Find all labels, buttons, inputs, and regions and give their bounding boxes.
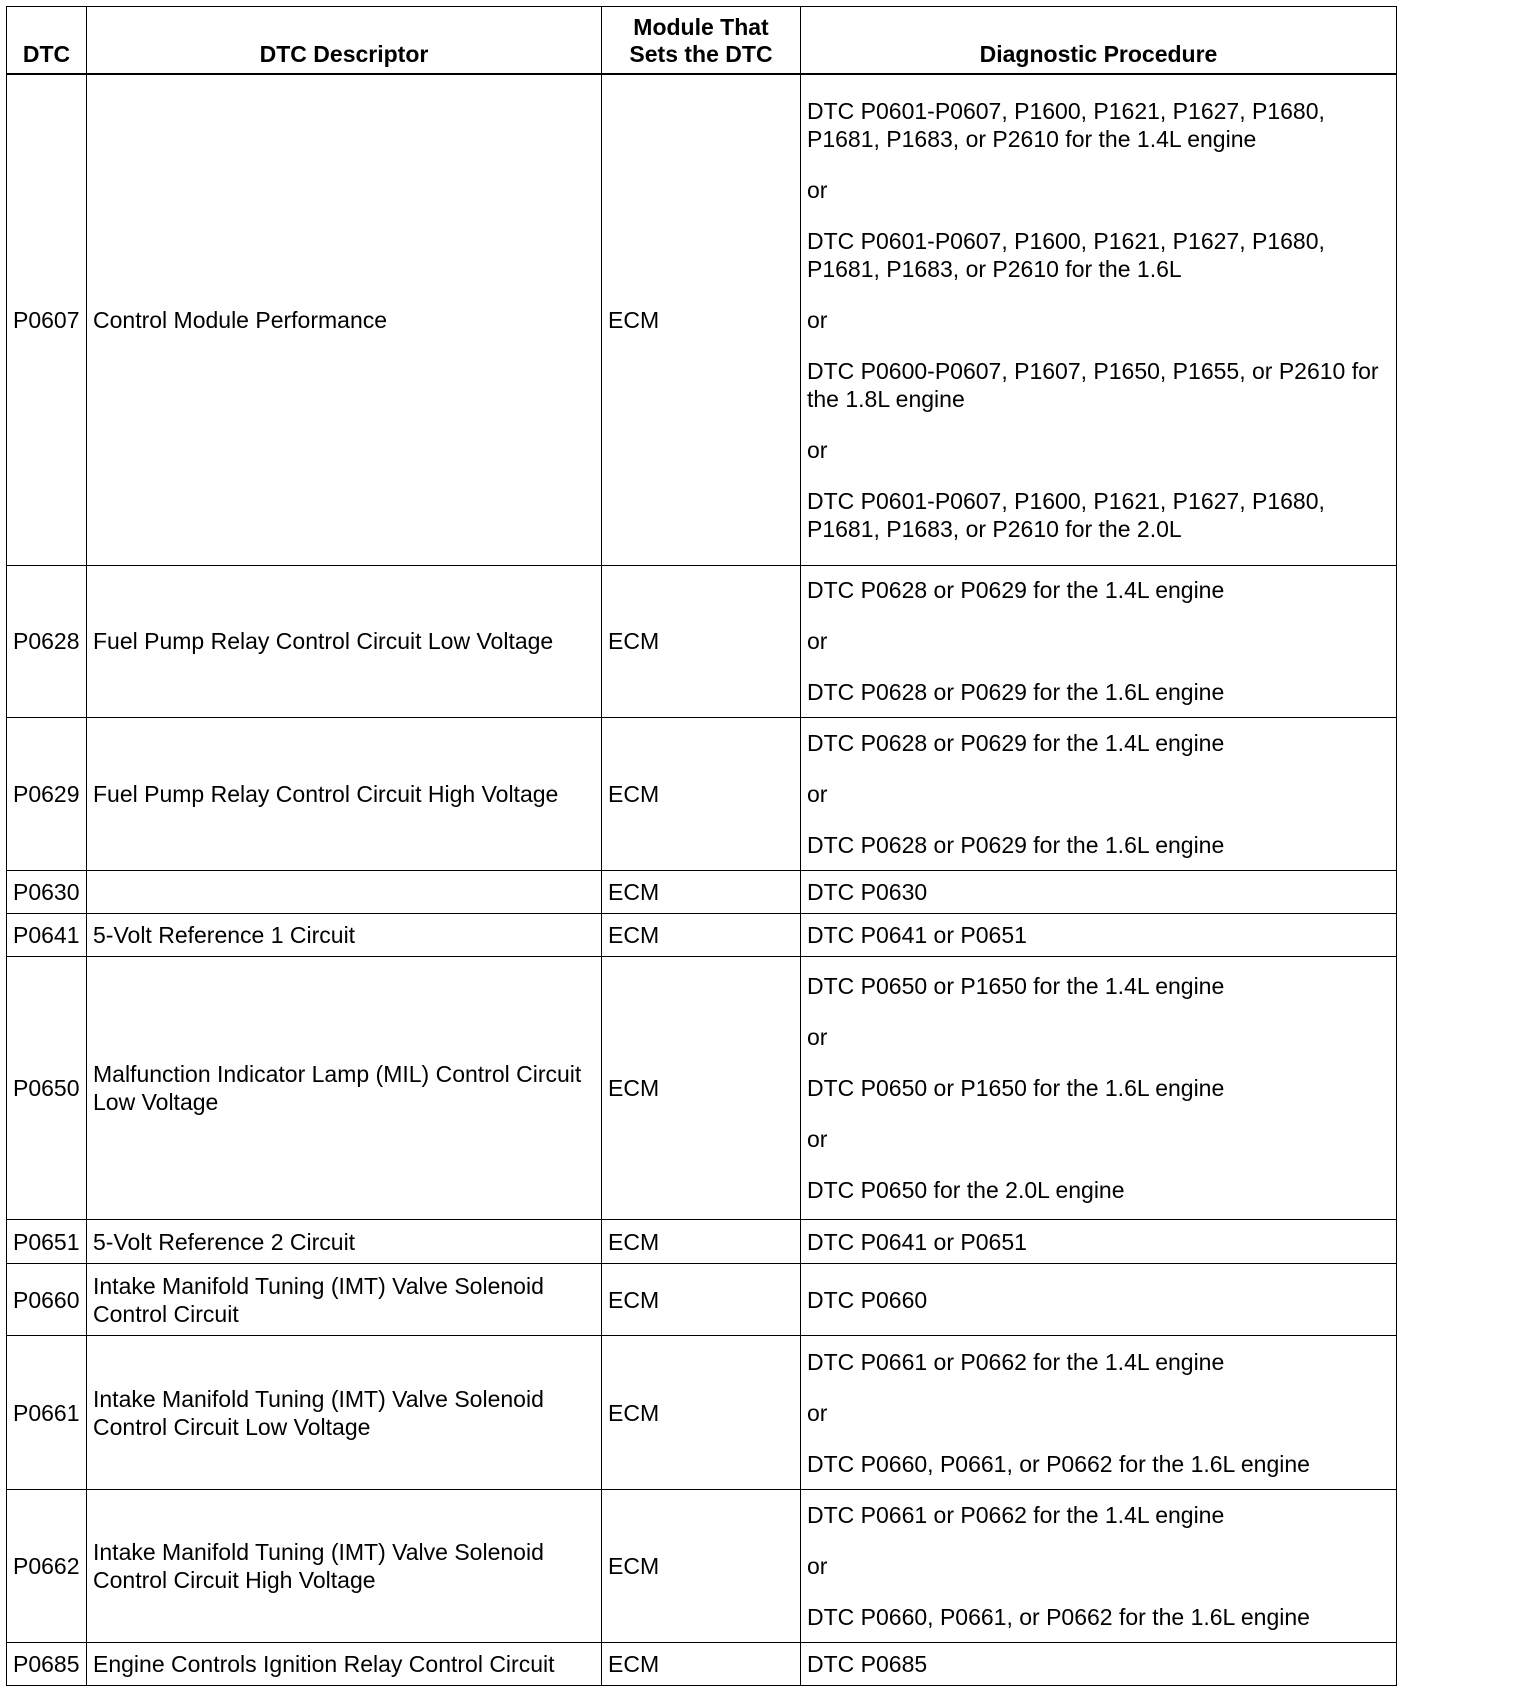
diagnostic-procedure-cell (801, 1642, 1397, 1685)
procedure-line: DTC P0661 or P0662 for the 1.4L engine (807, 1348, 1225, 1375)
procedure-spacer (807, 1376, 1390, 1399)
procedure-or-separator: or (807, 306, 828, 333)
dtc-descriptor-cell: 5-Volt Reference 1 Circuit (87, 914, 602, 957)
procedure-spacer (807, 204, 1390, 227)
table-row (7, 74, 1397, 566)
dtc-code-cell: P0661 (7, 1336, 87, 1490)
procedure-spacer (807, 334, 1390, 357)
dtc-code-cell: P0662 (7, 1489, 87, 1642)
procedure-spacer (807, 1529, 1390, 1552)
procedure-or-separator: or (807, 176, 828, 203)
procedure-spacer (807, 1051, 1390, 1074)
module-cell: ECM (602, 1489, 801, 1642)
table-row (7, 718, 1397, 871)
module-cell: ECM (602, 914, 801, 957)
dtc-descriptor-cell: 5-Volt Reference 2 Circuit (87, 1220, 602, 1263)
module-cell: ECM (602, 957, 801, 1220)
diagnostic-procedure-cell (801, 1489, 1397, 1642)
procedure-line: DTC P0661 or P0662 for the 1.4L engine (807, 1501, 1225, 1528)
diagnostic-procedure-cell (801, 74, 1397, 566)
dtc-code-cell: P0607 (7, 74, 87, 566)
module-cell: ECM (602, 1263, 801, 1336)
header-procedure: Diagnostic Procedure (801, 7, 1397, 74)
header-row (7, 7, 1397, 74)
procedure-spacer (807, 1000, 1390, 1023)
diagnostic-procedure-cell (801, 914, 1397, 957)
procedure-spacer (807, 1427, 1390, 1450)
descriptor-line: Low Voltage (93, 1089, 219, 1116)
header-dtc: DTC (7, 7, 87, 74)
procedure-spacer (807, 808, 1390, 831)
dtc-descriptor-cell: Engine Controls Ignition Relay Control Circuit (87, 1642, 602, 1685)
diagnostic-procedure-cell (801, 870, 1397, 913)
procedure-spacer (807, 153, 1390, 176)
dtc-code-cell: P0651 (7, 1220, 87, 1263)
procedure-or-separator: or (807, 1399, 828, 1426)
table-row (7, 1263, 1397, 1336)
procedure-line: P1681, P1683, or P2610 for the 1.4L engine (807, 125, 1257, 152)
descriptor-line: Intake Manifold Tuning (IMT) Valve Solenoid (93, 1272, 544, 1299)
dtc-descriptor-cell (87, 1336, 602, 1490)
procedure-spacer (807, 655, 1390, 678)
dtc-descriptor-cell (87, 1489, 602, 1642)
procedure-or-separator: or (807, 1552, 828, 1579)
diagnostic-procedure-cell (801, 1263, 1397, 1336)
procedure-line: DTC P0685 (807, 1650, 928, 1677)
table-row (7, 957, 1397, 1220)
dtc-code-cell: P0685 (7, 1642, 87, 1685)
procedure-or-separator: or (807, 628, 828, 655)
procedure-spacer (807, 1102, 1390, 1125)
procedure-spacer (807, 1153, 1390, 1176)
procedure-line: DTC P0650 or P1650 for the 1.4L engine (807, 973, 1225, 1000)
procedure-or-separator: or (807, 1024, 828, 1051)
module-cell: ECM (602, 1220, 801, 1263)
procedure-line: DTC P0641 or P0651 (807, 922, 1027, 949)
procedure-line: DTC P0641 or P0651 (807, 1228, 1027, 1255)
dtc-descriptor-cell: Fuel Pump Relay Control Circuit Low Voltage (87, 565, 602, 718)
module-cell: ECM (602, 74, 801, 566)
table-row (7, 914, 1397, 957)
dtc-code-cell: P0650 (7, 957, 87, 1220)
procedure-spacer (807, 283, 1390, 306)
table-row (7, 1336, 1397, 1490)
procedure-or-separator: or (807, 1126, 828, 1153)
diagnostic-procedure-cell (801, 718, 1397, 871)
procedure-line: the 1.8L engine (807, 385, 965, 412)
diagnostic-procedure-cell (801, 1336, 1397, 1490)
procedure-or-separator: or (807, 436, 828, 463)
procedure-line: DTC P0628 or P0629 for the 1.6L engine (807, 831, 1225, 858)
header-module-line-1: Module That (633, 13, 769, 40)
descriptor-line: Control Circuit Low Voltage (93, 1413, 371, 1440)
procedure-spacer (807, 1580, 1390, 1603)
procedure-line: DTC P0600-P0607, P1607, P1650, P1655, or P2610 for (807, 357, 1379, 384)
procedure-spacer (807, 757, 1390, 780)
procedure-line: DTC P0650 for the 2.0L engine (807, 1177, 1125, 1204)
diagnostic-procedure-cell (801, 1220, 1397, 1263)
procedure-line: DTC P0660, P0661, or P0662 for the 1.6L engine (807, 1603, 1310, 1630)
procedure-line: DTC P0628 or P0629 for the 1.4L engine (807, 729, 1225, 756)
diagnostic-procedure-cell (801, 565, 1397, 718)
procedure-line: P1681, P1683, or P2610 for the 1.6L (807, 255, 1182, 282)
dtc-code-cell: P0641 (7, 914, 87, 957)
procedure-line: DTC P0601-P0607, P1600, P1621, P1627, P1680, (807, 97, 1325, 124)
procedure-line: DTC P0650 or P1650 for the 1.6L engine (807, 1075, 1225, 1102)
procedure-line: P1681, P1683, or P2610 for the 2.0L (807, 515, 1182, 542)
table-row (7, 1220, 1397, 1263)
module-cell: ECM (602, 870, 801, 913)
procedure-line: DTC P0660 (807, 1286, 928, 1313)
diagnostic-procedure-cell (801, 957, 1397, 1220)
header-module (602, 7, 801, 74)
procedure-line: DTC P0628 or P0629 for the 1.4L engine (807, 577, 1225, 604)
table-row (7, 1642, 1397, 1685)
procedure-line: DTC P0660, P0661, or P0662 for the 1.6L engine (807, 1450, 1310, 1477)
module-cell: ECM (602, 565, 801, 718)
dtc-table (6, 6, 1397, 1686)
header-descriptor: DTC Descriptor (87, 7, 602, 74)
module-cell: ECM (602, 1642, 801, 1685)
header-module-line-2: Sets the DTC (629, 40, 773, 67)
table-row (7, 565, 1397, 718)
procedure-spacer (807, 464, 1390, 487)
dtc-code-cell: P0628 (7, 565, 87, 718)
procedure-spacer (807, 413, 1390, 436)
procedure-line: DTC P0601-P0607, P1600, P1621, P1627, P1680, (807, 487, 1325, 514)
descriptor-line: Malfunction Indicator Lamp (MIL) Control Circuit (93, 1061, 582, 1088)
dtc-descriptor-cell: Fuel Pump Relay Control Circuit High Voltage (87, 718, 602, 871)
procedure-line: DTC P0630 (807, 878, 928, 905)
dtc-descriptor-cell: Control Module Performance (87, 74, 602, 566)
module-cell: ECM (602, 718, 801, 871)
procedure-line: DTC P0628 or P0629 for the 1.6L engine (807, 679, 1225, 706)
descriptor-line: Control Circuit (93, 1300, 239, 1327)
dtc-descriptor-cell (87, 870, 602, 913)
procedure-line: DTC P0601-P0607, P1600, P1621, P1627, P1680, (807, 227, 1325, 254)
procedure-or-separator: or (807, 780, 828, 807)
descriptor-line: Intake Manifold Tuning (IMT) Valve Solenoid (93, 1385, 544, 1412)
dtc-code-cell: P0629 (7, 718, 87, 871)
dtc-code-cell: P0630 (7, 870, 87, 913)
descriptor-line: Intake Manifold Tuning (IMT) Valve Solenoid (93, 1538, 544, 1565)
dtc-descriptor-cell (87, 957, 602, 1220)
table-row (7, 1489, 1397, 1642)
descriptor-line: Control Circuit High Voltage (93, 1566, 376, 1593)
dtc-code-cell: P0660 (7, 1263, 87, 1336)
table-row (7, 870, 1397, 913)
module-cell: ECM (602, 1336, 801, 1490)
dtc-descriptor-cell (87, 1263, 602, 1336)
procedure-spacer (807, 604, 1390, 627)
